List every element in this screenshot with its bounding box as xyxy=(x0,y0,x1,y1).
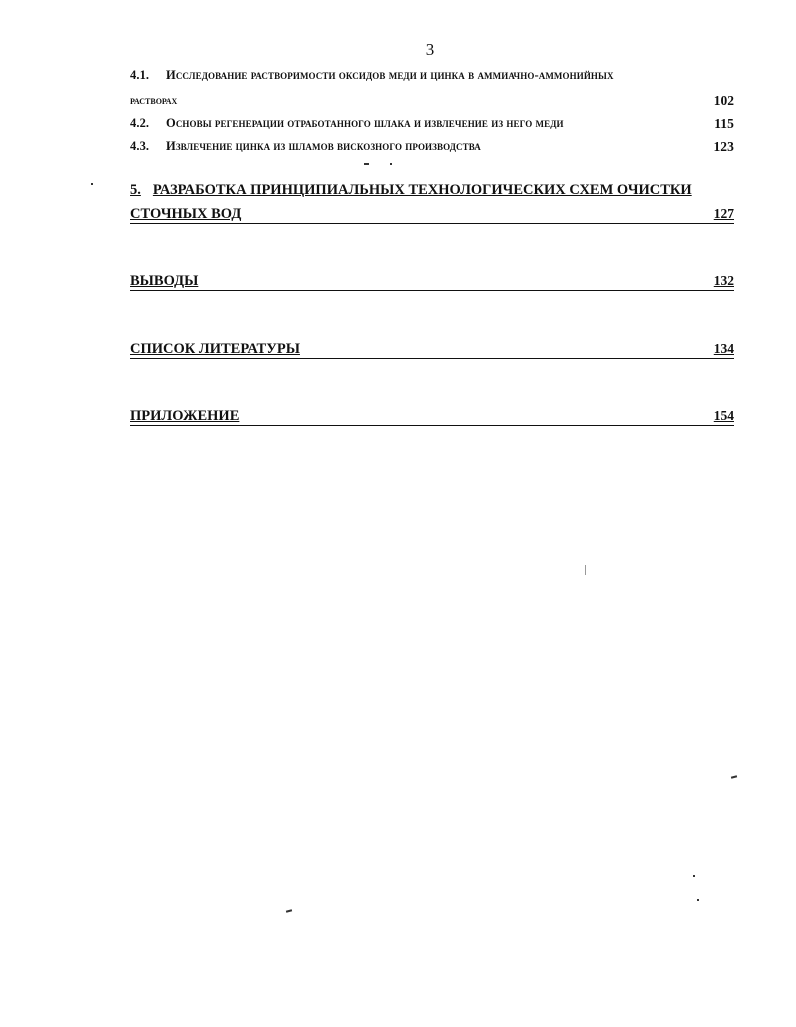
subsection-page: 102 xyxy=(713,93,734,108)
subsection-number: 4.1. xyxy=(130,68,150,82)
scan-speck xyxy=(364,163,369,165)
subsection-page: 115 xyxy=(714,116,734,131)
entry-page: 154 xyxy=(713,408,734,423)
scan-speck xyxy=(91,183,93,185)
subsection-number: 4.2. xyxy=(130,116,150,130)
toc-subsection-4-2 xyxy=(130,116,734,131)
chapter-page: 127 xyxy=(713,206,734,221)
scan-speck xyxy=(697,899,699,901)
toc-subsection-4-3 xyxy=(130,139,734,154)
scan-speck xyxy=(731,775,737,778)
toc-subsection-4-1 xyxy=(130,68,734,83)
toc-entry-conclusions xyxy=(130,272,734,291)
entry-page: 134 xyxy=(713,341,734,356)
subsection-title: Основы регенерации отработанного шлака и извлечение из него меди xyxy=(166,116,564,130)
subsection-title: Исследование растворимости оксидов меди и цинка в аммиачно-аммонийных xyxy=(166,68,614,82)
toc-chapter-5-title xyxy=(130,182,692,199)
scan-speck xyxy=(585,565,586,575)
subsection-title-continuation: растворах xyxy=(130,93,178,107)
toc-entry-appendix xyxy=(130,407,734,426)
entry-title: ПРИЛОЖЕНИЕ xyxy=(130,408,240,424)
chapter-title-line1: РАЗРАБОТКА ПРИНЦИПИАЛЬНЫХ ТЕХНОЛОГИЧЕСКИХ СХЕМ ОЧИСТКИ xyxy=(152,182,692,198)
chapter-number: 5. xyxy=(130,182,141,198)
chapter-title-line2: СТОЧНЫХ ВОД xyxy=(130,206,242,222)
scan-speck xyxy=(286,909,292,912)
page-number: 3 xyxy=(425,40,435,59)
subsection-number: 4.3. xyxy=(130,139,150,153)
entry-title: СПИСОК ЛИТЕРАТУРЫ xyxy=(130,341,300,357)
subsection-title: Извлечение цинка из шламов вискозного производства xyxy=(166,139,481,153)
subsection-page: 123 xyxy=(713,139,734,154)
entry-page: 132 xyxy=(713,273,734,288)
toc-subsection-4-1-continuation xyxy=(130,93,734,108)
entry-title: ВЫВОДЫ xyxy=(130,273,199,289)
toc-chapter-5-line2 xyxy=(130,205,734,224)
scan-speck xyxy=(390,163,392,165)
toc-entry-references xyxy=(130,340,734,359)
scan-speck xyxy=(693,875,695,877)
